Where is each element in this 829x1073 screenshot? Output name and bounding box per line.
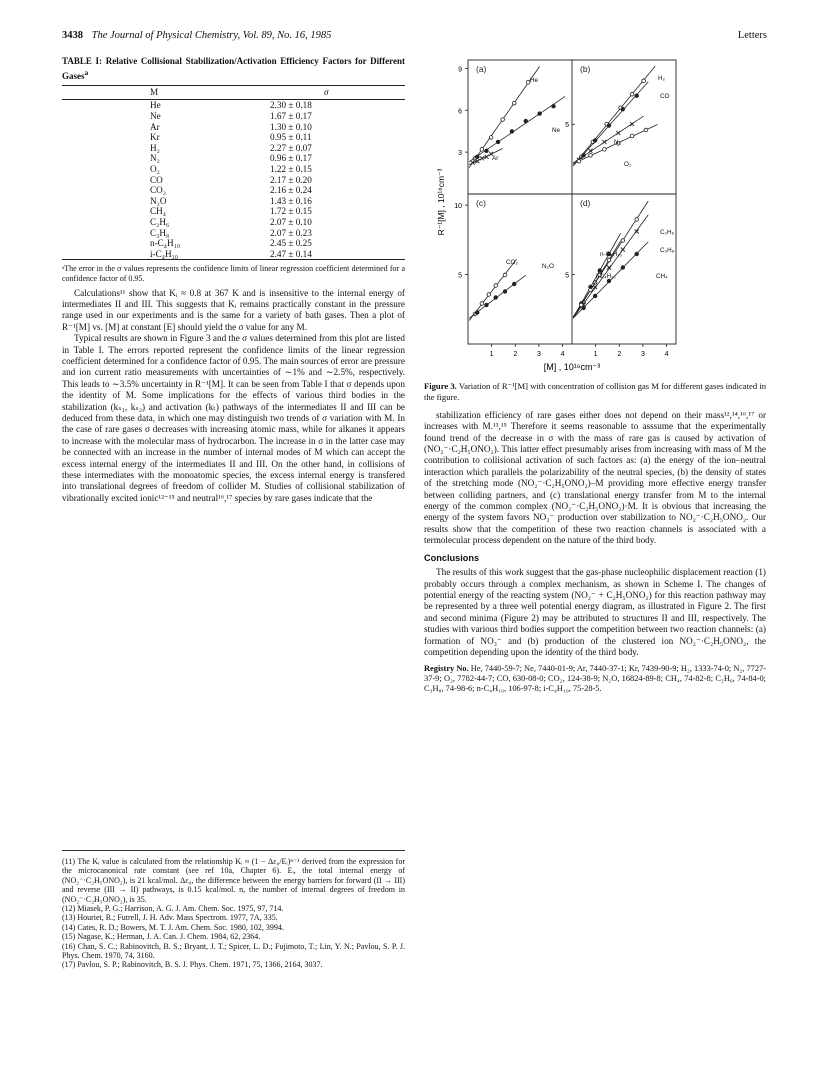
data-point — [503, 290, 507, 294]
paragraph-conclusions: The results of this work suggest that the gas-phase nucleophilic displacement reaction (1) probably occurs through a complex mechanism, as shown in Scheme I. The changes of potential energy of the reacting system (NO₂⁻ + C₂H₅ONO₂) for this reaction pathway may be represented by a three well potential energy diagram, as illustrated in Figure 2. The first and second minima (Figure 2) may be attributed to structures II and III, respectively. The studies with various third bodies support the competition between two reaction channels: (a) formation of NO₃⁻ and (b) production of the clustered ion NO₂⁻·C₂H₅ONO₂, the competition depending upon the identity of the third body. — [424, 567, 766, 657]
table-cell-gas: He — [150, 100, 161, 111]
conclusions-heading: Conclusions — [424, 552, 480, 563]
table-cell-sigma: 2.07 ± 0.10 — [270, 216, 312, 227]
table-cell-sigma: 2.07 ± 0.23 — [270, 227, 312, 238]
table-cell-sigma: 2.27 ± 0.07 — [270, 142, 312, 153]
journal-title: The Journal of Physical Chemistry, Vol. 89, No. 16, 1985 — [91, 30, 332, 41]
table-cell-gas: N₂O — [150, 195, 167, 206]
panel-label: (c) — [476, 198, 486, 208]
table-cell-sigma: 1.67 ± 0.17 — [270, 111, 312, 121]
data-point — [503, 273, 507, 277]
table-cell-gas: C₂H₆ — [150, 216, 170, 227]
data-point — [644, 128, 648, 132]
table-row — [62, 206, 405, 217]
data-point — [630, 92, 634, 96]
panel-label: (a) — [476, 64, 487, 74]
table-cell-gas: i-C₄H₁₀ — [62, 249, 270, 260]
table-cell-sigma: 1.30 ± 0.10 — [270, 121, 312, 132]
y-tick-label: 6 — [458, 108, 462, 116]
table-cell-sigma: 1.72 ± 0.15 — [270, 206, 312, 217]
data-point — [538, 112, 542, 116]
table-cell-gas: C₃H₈ — [150, 227, 170, 238]
table-row — [62, 217, 405, 228]
data-point — [607, 124, 611, 128]
reference-item: (12) Miasek, P. G.; Harrison, A. G. J. Am. Chem. Soc. 1975, 97, 714. — [62, 904, 284, 914]
y-tick-label: 9 — [458, 66, 462, 74]
table-row — [62, 164, 405, 175]
table-cell-gas: Ne — [150, 111, 161, 121]
series-label: H₂ — [658, 75, 665, 82]
table-cell-sigma: 0.96 ± 0.17 — [270, 153, 312, 164]
data-point — [635, 218, 639, 222]
table-header-sigma: σ — [270, 86, 405, 100]
series-label: N₂O — [542, 263, 554, 270]
table-1 — [62, 85, 405, 260]
table-cell-gas: O₂ — [150, 163, 160, 174]
running-header — [62, 30, 767, 46]
x-axis-label: [M] , 10¹⁶cm⁻³ — [543, 362, 601, 372]
data-point — [589, 288, 593, 292]
table-cell-sigma: 1.43 ± 0.16 — [270, 195, 312, 206]
x-tick-label: 3 — [640, 351, 645, 358]
y-axis-label: R⁻¹[M] , 10¹⁶cm⁻³ — [436, 168, 446, 236]
data-point — [496, 140, 500, 144]
x-tick-label: 4 — [560, 351, 565, 358]
data-point — [485, 149, 489, 153]
section-label: Letters — [737, 30, 767, 41]
reference-item: (16) Chan, S. C.; Rabinovitch, B. S.; Bryant, J. T.; Spicer, L. D.; Fujimoto, T.; Lin, Y. N.; Pavlou, S. P. J. Phys. Chem. 1970, 74, 3160. — [62, 941, 405, 961]
paragraph-results: Typical results are shown in Figure 3 and the σ values determined from this plot are listed in Table I. The errors reported represent the confidence limits of the linear regression coefficient determined for a confidence factor of 0.95. The main sources of error are pressure and ion current ratio measurements with uncertainties of ∼1% and ∼2.5%, respectively. This leads to ∼3.5% uncertainty in R⁻¹[M]. It can be seen from Table I that σ depends upon the identity of M. Some implications for the effects of various third bodies in the stabilization (kₛ₁, kₛ₂) and activation (kₜ) pathways of the intermediates II and III can be deduced from these data, in which one may distinguish two trends of σ variation with M. In the case of rare gases σ decreases with increasing atomic mass, while for alkanes it appears to increase with the molecular mass of hydrocarbon. The increase in σ in the latter case may be connected with an increase in the number of internal modes of M which can accept the excess internal energy of the intermediates II and III. On the other hand, in collisions of these intermediates with the monoatomic species, the excess internal energy is transfered into translational degrees of freedom of collider M. Studies of collisional stabilization of vibrationally excited ionic¹²⁻¹⁵ and neutral¹⁶,¹⁷ species by rare gases indicate that the — [62, 333, 405, 503]
table-cell-gas: CH₄ — [150, 206, 166, 217]
table-cell-sigma: 1.22 ± 0.15 — [270, 163, 312, 174]
data-point — [512, 282, 516, 286]
table-row — [62, 249, 405, 260]
table-cell-gas: CO — [150, 174, 163, 185]
series-label: Ar — [492, 155, 499, 162]
data-point — [593, 139, 597, 143]
data-point — [589, 153, 593, 157]
data-point — [480, 148, 484, 152]
table-row — [62, 111, 405, 122]
data-point — [602, 140, 606, 144]
series-label: He — [530, 77, 539, 84]
table-cell-gas: CO₂ — [150, 185, 166, 196]
data-point — [494, 284, 498, 288]
table-row — [62, 196, 405, 207]
data-point — [487, 293, 491, 297]
left-column — [62, 56, 405, 504]
table-cell-gas: Kr — [150, 132, 160, 143]
data-point — [501, 118, 505, 122]
table-row — [62, 122, 405, 133]
x-tick-label: 2 — [617, 351, 622, 358]
registry-label: Registry No. — [424, 664, 469, 674]
panel-label: (b) — [580, 64, 591, 74]
table-cell-sigma: 0.95 ± 0.11 — [270, 132, 312, 143]
table-footnote: ᵃThe error in the σ values represents the confidence limits of linear regression coefficient determined for a confidence factor of 0.95. — [62, 264, 405, 283]
data-point — [512, 101, 516, 105]
table-cell-sigma: 2.30 ± 0.18 — [270, 100, 312, 111]
table-caption-mark: a — [84, 68, 89, 77]
data-point — [630, 134, 634, 138]
data-point — [598, 269, 602, 273]
table-row — [62, 153, 405, 164]
table-cell-gas: n-C₄H₁₀ — [150, 238, 181, 249]
table-cell-sigma: 2.17 ± 0.20 — [270, 174, 312, 185]
table-row — [62, 238, 405, 249]
data-point — [552, 104, 556, 108]
data-point — [635, 94, 639, 98]
figure-3 — [424, 56, 766, 374]
reference-item: (13) Houriet, R.; Futrell, J. H. Adv. Mass Spectrom. 1977, 7A, 335. — [62, 913, 278, 923]
paragraph-stabilization: stabilization efficiency of rare gases either does not depend on their mass¹²,¹⁴,¹⁶,¹⁷ or increases with M.¹³,¹⁵ Therefore it seems reasonable to asssume that the experimentally found trend of the decrease in σ with the mass of rare gas is caused by activation of (NO₂⁻·C₂H₅ONO₂). This latter effect presumably arises from increasing with mass of M the contribution to collisional activation of such factors as: (a) the energy of the ion–neutral interaction which parallels the polarizability of the neutral species, (b) the density of states of the stretching mode (NO₂⁻·C₂H₅ONO₂)–M providing more effective energy transfer between colliding partners, and (c) translational energy transfer from M to the internal energy of the common complex (NO₂⁻·C₂H₅ONO₂)·M. It is obvious that increasing the energy of the system favors NO₃⁻ production over stabilization to NO₂⁻·C₂H₅ONO₂. Our results show that the competition of these two reaction channels is associated with a termolecular process dependent on the nature of the third body. — [424, 409, 766, 546]
figure-caption-label: Figure 3. — [424, 381, 457, 392]
right-column — [424, 56, 766, 694]
data-point — [621, 107, 625, 111]
data-point — [489, 136, 493, 140]
x-tick-label: 1 — [593, 351, 598, 358]
references — [62, 850, 405, 970]
data-point — [480, 302, 484, 306]
table-row — [62, 143, 405, 154]
table-cell-sigma: 2.47 ± 0.14 — [270, 249, 405, 260]
table-body — [62, 100, 405, 260]
reference-item: (17) Pavlou, S. P.; Rabinovitch, B. S. J. Phys. Chem. 1971, 75, 1366, 2164, 3037. — [62, 960, 323, 970]
figure-caption — [424, 381, 766, 401]
figure-caption-text: Variation of R⁻¹[M] with concentration of collision gas M for different gases indicated in the figure. — [424, 381, 766, 402]
series-label: i-C₄H₁₀ — [596, 273, 616, 280]
registry-numbers — [424, 664, 766, 694]
table-cell-gas: H₂ — [150, 142, 160, 153]
table-row — [62, 100, 405, 111]
table-row — [62, 175, 405, 186]
series-label: N₂ — [614, 139, 621, 146]
data-point — [621, 266, 625, 270]
registry-text: He, 7440-59-7; Ne, 7440-01-9; Ar, 7440-37-1; Kr, 7439-90-9; H₂, 1333-74-0; N₂, 7727-37-9; O₂, 7782-44-7; CO, 630-08-0; CO₂, 124-38-9; N₂O, 16824-89-8; CH₄, 74-82-8; C₂H₆, 74-84-0; C₃H₈, 74-98-6; n-C₄H₁₀, 106-97-8; i-C₄H₁₀, 75-28-5. — [424, 664, 767, 694]
data-point — [630, 122, 634, 126]
page-number: 3438 — [62, 30, 83, 41]
y-tick-label-inner: 5 — [565, 122, 569, 130]
y-tick-label: 3 — [458, 150, 462, 158]
data-point — [621, 239, 625, 243]
series-label: CH₄ — [656, 273, 668, 280]
data-point — [577, 159, 581, 163]
data-point — [475, 155, 479, 159]
y-tick-label: 5 — [458, 272, 462, 280]
table-row — [62, 185, 405, 196]
reference-item: (15) Nagase, K.; Herman, J. A. Can. J. Chem. 1984, 62, 2364. — [62, 932, 261, 942]
regression-line — [469, 96, 565, 161]
x-tick-label: 1 — [489, 351, 494, 358]
reference-item: (14) Cates, R. D.; Bowers, M. T. J. Am. Chem. Soc. 1980, 102, 3994. — [62, 922, 284, 932]
data-point — [607, 258, 611, 262]
data-point — [582, 306, 586, 310]
data-point — [510, 130, 514, 134]
y-tick-label-inner: 5 — [565, 272, 569, 280]
data-point — [642, 79, 646, 83]
table-header-m: M — [62, 86, 270, 100]
data-point — [635, 252, 639, 256]
table-row — [62, 228, 405, 239]
data-point — [524, 119, 528, 123]
x-tick-label: 2 — [513, 351, 518, 358]
table-row — [62, 132, 405, 143]
x-tick-label: 3 — [536, 351, 541, 358]
series-label: C₃H₈ — [660, 247, 675, 254]
data-point — [494, 296, 498, 300]
series-label: O₂ — [624, 161, 632, 168]
table-caption: TABLE I: Relative Collisional Stabilization/Activation Efficiency Factors for Different Gases$^a$ — [62, 56, 405, 81]
series-label: CO₂ — [506, 259, 518, 266]
table-cell-sigma: 2.45 ± 0.25 — [270, 238, 312, 249]
data-point — [593, 294, 597, 298]
paragraph-calculations: Calculations¹¹ show that Kᵢ ≈ 0.8 at 367 K and is insensitive to the internal energy of intermediates II and III. This suggests that Kᵢ remains practically constant in the pressure range used in our experiments and is the same for a variety of bath gases. Then a plot of R⁻¹[M] vs. [M] at constant [E] should yield the σ value for any M. — [62, 287, 405, 332]
table-cell-gas: Ar — [150, 121, 160, 132]
series-label: n-C₄H₁₀ — [600, 251, 623, 258]
data-point — [616, 131, 620, 135]
reference-item: (11) The Kᵢ value is calculated from the relationship Kᵢ ≈ (1 − Δε₀/Eᵢ)ⁿ⁻¹ derived from the expression for the microcanonical rate constant (see ref 10a, Chapter 6). Eᵢ, the total internal energy of (NO₂⁻·C₂H₅ONO₂), is 21 kcal/mol. Δε₀, the difference between the energy barriers for forward (II → III) and reverse (III → II) pathways, is 0.15 kcal/mol. n, the number of internal degrees of freedom in (NO₂⁻·C₂H₅ONO₂), is 35. — [62, 857, 405, 904]
data-point — [475, 311, 479, 315]
table-cell-sigma: 2.16 ± 0.24 — [270, 185, 312, 196]
x-tick-label: 4 — [664, 351, 669, 358]
panel-label: (d) — [580, 198, 591, 208]
data-point — [603, 148, 607, 152]
y-tick-label: 10 — [454, 203, 462, 211]
data-point — [485, 303, 489, 307]
table-cell-gas: N₂ — [150, 153, 160, 164]
series-label: Ne — [552, 127, 561, 134]
series-label: C₂H₆ — [660, 229, 675, 236]
series-label: CO — [660, 93, 670, 100]
